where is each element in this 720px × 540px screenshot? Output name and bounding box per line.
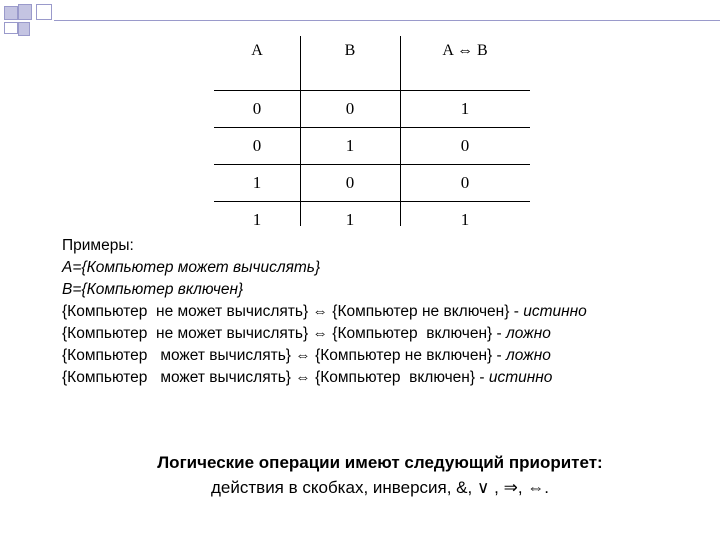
- cell-a: 0: [252, 99, 262, 118]
- cell-a: 1: [252, 210, 262, 229]
- cell-b: 0: [345, 99, 355, 118]
- example-value: истинно: [488, 369, 553, 386]
- example-right: {Компьютер не включен}: [315, 347, 493, 364]
- table-row: [214, 165, 530, 202]
- examples-block: [62, 235, 587, 389]
- example-line: [62, 301, 587, 323]
- example-left: {Компьютер не может вычислять}: [62, 303, 309, 320]
- example-dash: -: [496, 347, 502, 364]
- priority-order: действия в скобках, инверсия, &, ∨ , ⇒, ⇔.: [211, 478, 549, 497]
- table-divider: [300, 36, 301, 226]
- cell-b: 0: [345, 173, 355, 192]
- cell-result: 0: [460, 173, 470, 192]
- cell-a: 0: [252, 136, 262, 155]
- definition-a: А={Компьютер может вычислять}: [62, 259, 321, 276]
- decor-top-line: [54, 20, 720, 21]
- decor-square: [18, 22, 30, 36]
- table-row: [214, 202, 530, 238]
- example-left: {Компьютер может вычислять}: [62, 347, 291, 364]
- cell-result: 1: [460, 210, 470, 229]
- table-divider: [400, 36, 401, 226]
- truth-table: [214, 36, 530, 238]
- example-left: {Компьютер не может вычислять}: [62, 325, 309, 342]
- example-right: {Компьютер не включен}: [332, 303, 510, 320]
- header-a: A: [251, 42, 263, 59]
- examples-title: Примеры:: [62, 237, 134, 254]
- decor-square: [36, 4, 52, 20]
- equivalence-symbol: ⇔: [312, 303, 328, 320]
- cell-b: 1: [345, 210, 355, 229]
- example-dash: -: [479, 369, 485, 386]
- example-right: {Компьютер включен}: [315, 369, 476, 386]
- equivalence-symbol: ⇔: [312, 325, 328, 342]
- example-left: {Компьютер может вычислять}: [62, 369, 291, 386]
- example-value: ложно: [506, 325, 551, 342]
- equivalence-symbol: ⇔: [295, 369, 311, 386]
- cell-result: 1: [460, 99, 470, 118]
- example-line: [62, 345, 587, 367]
- cell-b: 1: [345, 136, 355, 155]
- equivalence-symbol: ⇔: [295, 347, 311, 364]
- cell-result: 0: [460, 136, 470, 155]
- example-value: ложно: [506, 347, 551, 364]
- table-row: [214, 91, 530, 128]
- decor-square: [4, 6, 18, 20]
- priority-note: [100, 450, 660, 500]
- example-right: {Компьютер включен}: [332, 325, 493, 342]
- header-equivalence: A ⇔ B: [442, 42, 488, 59]
- example-value: истинно: [523, 303, 587, 320]
- table-header-row: [214, 36, 530, 91]
- table-row: [214, 128, 530, 165]
- decor-square: [18, 4, 32, 20]
- definition-b: В={Компьютер включен}: [62, 281, 244, 298]
- example-line: [62, 367, 587, 389]
- example-line: [62, 323, 587, 345]
- cell-a: 1: [252, 173, 262, 192]
- header-b: B: [344, 42, 356, 59]
- example-dash: -: [496, 325, 502, 342]
- decor-square: [4, 22, 18, 34]
- example-dash: -: [513, 303, 519, 320]
- priority-heading: Логические операции имеют следующий приоритет:: [157, 453, 603, 472]
